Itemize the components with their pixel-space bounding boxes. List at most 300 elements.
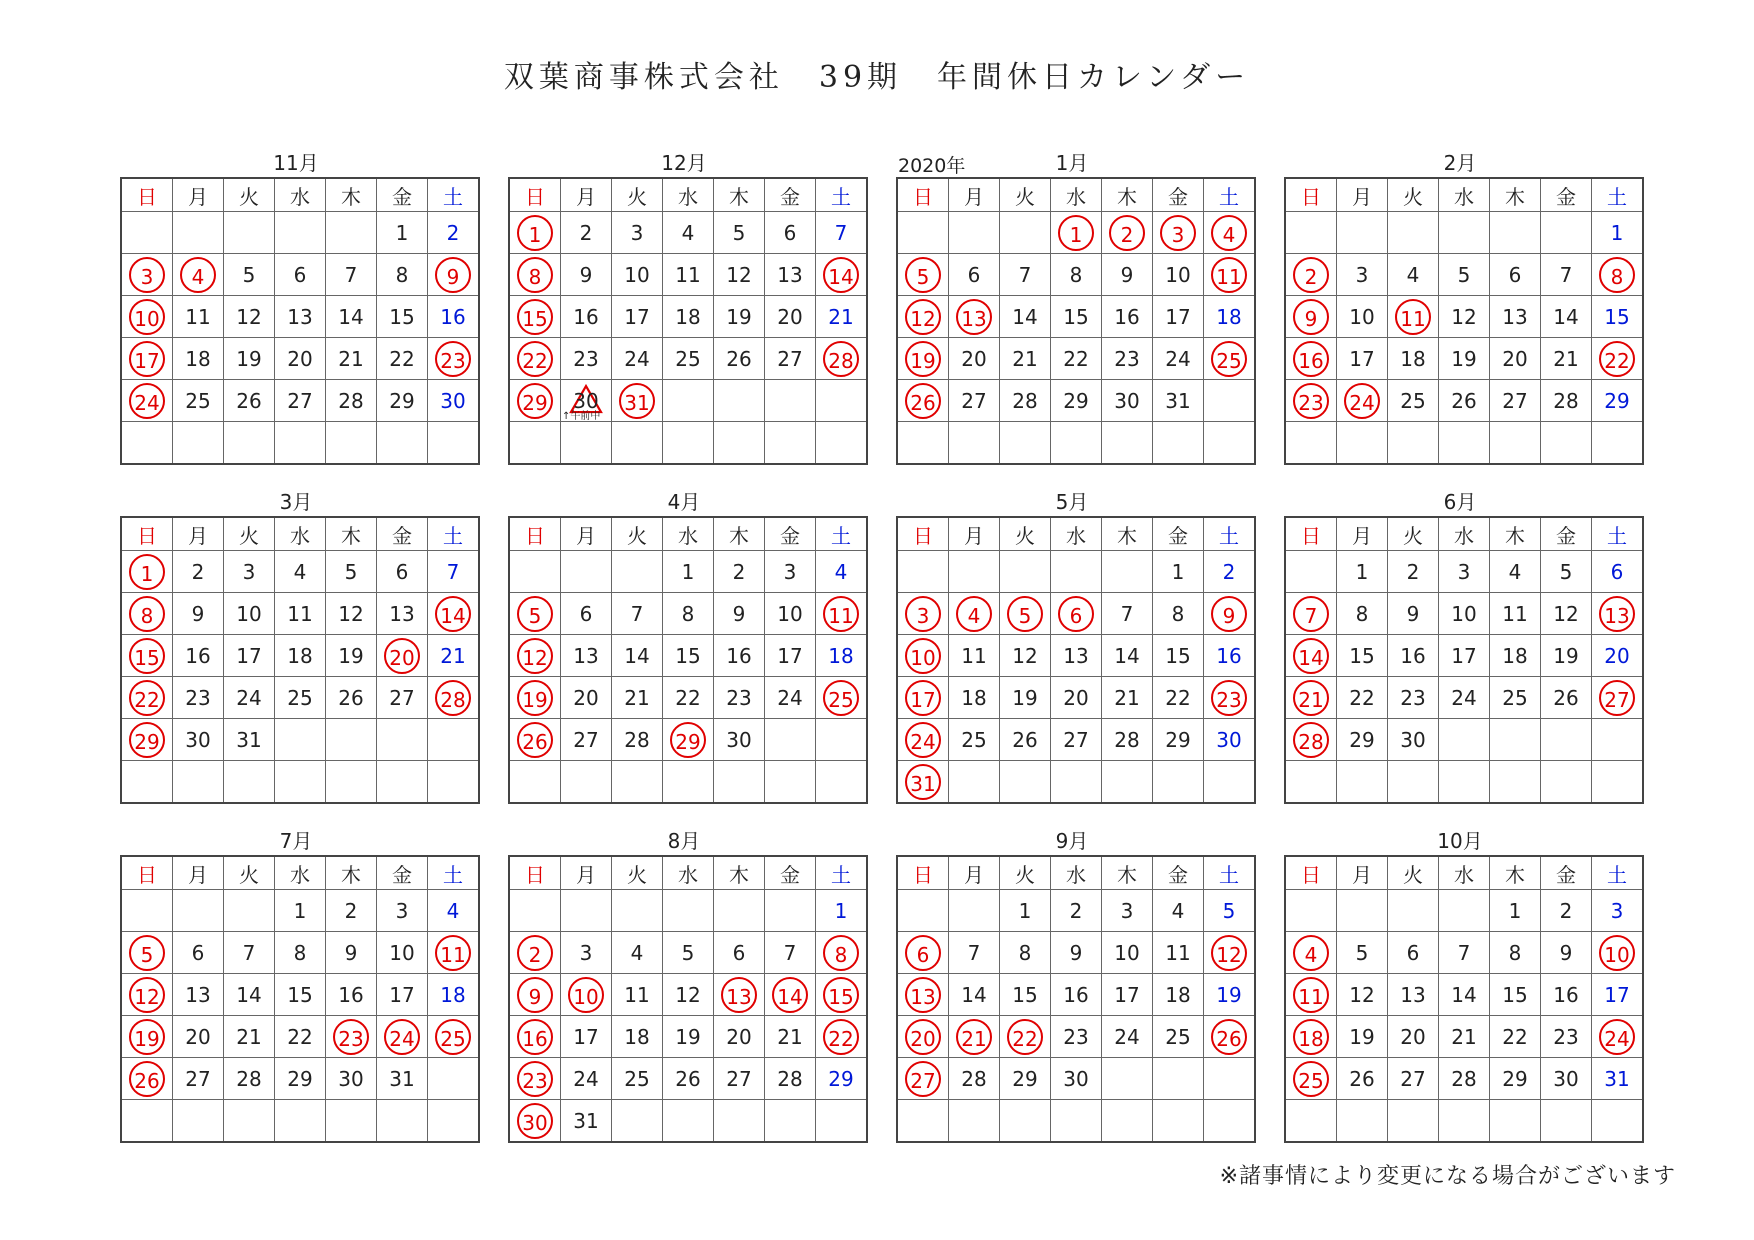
day-cell — [1285, 932, 1337, 974]
day-number: 1 — [1171, 559, 1185, 584]
day-cell — [1592, 677, 1644, 719]
holiday-day-number: 23 — [1211, 680, 1247, 716]
day-number: 19 — [338, 643, 364, 668]
empty-cell — [765, 1100, 816, 1143]
day-cell — [1592, 1058, 1644, 1100]
weekday-header: 火 — [1388, 517, 1439, 551]
day-number: 31 — [1165, 388, 1191, 413]
empty-cell — [897, 890, 949, 932]
day-cell — [897, 761, 949, 804]
day-cell — [1388, 380, 1439, 422]
day-cell — [1285, 254, 1337, 296]
day-cell — [1592, 974, 1644, 1016]
empty-cell — [1051, 551, 1102, 593]
day-cell — [1439, 677, 1490, 719]
empty-cell — [377, 422, 428, 465]
empty-cell — [428, 761, 480, 804]
day-cell — [561, 380, 612, 422]
day-number: 13 — [1400, 982, 1426, 1007]
day-number: 16 — [1553, 982, 1579, 1007]
empty-cell — [816, 761, 868, 804]
holiday-day-number: 29 — [517, 383, 553, 419]
day-cell — [173, 1016, 224, 1058]
day-number: 9 — [579, 262, 593, 287]
day-number: 8 — [1171, 601, 1185, 626]
day-number: 27 — [726, 1066, 752, 1091]
holiday-day-number: 13 — [956, 299, 992, 335]
day-number: 18 — [185, 346, 211, 371]
day-cell — [275, 1016, 326, 1058]
day-cell — [816, 974, 868, 1016]
day-cell — [765, 551, 816, 593]
empty-cell — [326, 719, 377, 761]
day-number: 27 — [389, 685, 415, 710]
day-number: 15 — [1012, 982, 1038, 1007]
day-number: 7 — [630, 601, 644, 626]
day-number: 31 — [1604, 1066, 1630, 1091]
holiday-day-number: 29 — [670, 722, 706, 758]
day-cell — [121, 719, 173, 761]
day-number: 15 — [1502, 982, 1528, 1007]
holiday-day-number: 24 — [129, 383, 165, 419]
day-cell — [897, 593, 949, 635]
day-number: 2 — [732, 559, 746, 584]
day-cell — [1490, 677, 1541, 719]
week-row — [1285, 1016, 1643, 1058]
holiday-day-number: 14 — [823, 257, 859, 293]
holiday-day-number: 28 — [435, 680, 471, 716]
empty-cell — [714, 380, 765, 422]
weekday-header: 日 — [1285, 178, 1337, 212]
day-number: 15 — [389, 304, 415, 329]
day-cell — [765, 1058, 816, 1100]
empty-cell — [224, 212, 275, 254]
empty-cell — [1102, 1100, 1153, 1143]
week-row — [1285, 422, 1643, 465]
holiday-day-number: 1 — [129, 554, 165, 590]
holiday-day-number: 9 — [517, 977, 553, 1013]
week-row — [509, 254, 867, 296]
day-number: 22 — [389, 346, 415, 371]
weekday-header: 水 — [1051, 517, 1102, 551]
day-cell — [428, 890, 480, 932]
day-cell — [1000, 677, 1051, 719]
holiday-day-number: 22 — [129, 680, 165, 716]
holiday-day-number: 13 — [721, 977, 757, 1013]
day-cell — [1439, 593, 1490, 635]
empty-cell — [1285, 761, 1337, 804]
day-cell — [326, 551, 377, 593]
weekday-header: 水 — [663, 178, 714, 212]
month-table — [508, 177, 868, 465]
holiday-day-number: 15 — [517, 299, 553, 335]
empty-cell — [1541, 1100, 1592, 1143]
weekday-header: 土 — [816, 178, 868, 212]
empty-cell — [1000, 761, 1051, 804]
day-cell — [1337, 296, 1388, 338]
weekday-header: 日 — [509, 178, 561, 212]
day-cell — [1439, 338, 1490, 380]
empty-cell — [897, 422, 949, 465]
empty-cell — [765, 761, 816, 804]
day-number: 1 — [1018, 898, 1032, 923]
day-cell — [663, 254, 714, 296]
day-cell — [1490, 932, 1541, 974]
day-number: 7 — [242, 940, 256, 965]
empty-cell — [663, 890, 714, 932]
week-row — [509, 974, 867, 1016]
day-cell — [949, 1016, 1000, 1058]
empty-cell — [1285, 422, 1337, 465]
day-number: 22 — [1165, 685, 1191, 710]
day-number: 25 — [1165, 1024, 1191, 1049]
day-cell — [714, 635, 765, 677]
day-cell — [1051, 719, 1102, 761]
holiday-day-number: 4 — [1293, 935, 1329, 971]
day-number: 26 — [338, 685, 364, 710]
empty-cell — [509, 761, 561, 804]
day-cell — [224, 380, 275, 422]
holiday-day-number: 24 — [384, 1019, 420, 1055]
day-cell — [897, 677, 949, 719]
day-number: 30 — [440, 388, 466, 413]
weekday-header: 土 — [428, 856, 480, 890]
day-cell — [377, 380, 428, 422]
day-number: 20 — [726, 1024, 752, 1049]
week-row — [1285, 551, 1643, 593]
weekday-header: 土 — [428, 178, 480, 212]
day-number: 12 — [1553, 601, 1579, 626]
day-cell — [1439, 1058, 1490, 1100]
week-row — [897, 296, 1255, 338]
day-number: 14 — [961, 982, 987, 1007]
month-label: 3月 — [279, 490, 313, 514]
month-header — [1284, 152, 1636, 177]
weekday-header: 水 — [275, 178, 326, 212]
day-number: 18 — [1165, 982, 1191, 1007]
week-row — [509, 719, 867, 761]
day-cell — [1592, 338, 1644, 380]
month-calendar — [120, 491, 472, 804]
day-cell — [897, 338, 949, 380]
day-number: 21 — [440, 643, 466, 668]
day-number: 11 — [1502, 601, 1528, 626]
empty-cell — [612, 422, 663, 465]
empty-cell — [377, 1100, 428, 1143]
holiday-day-number: 2 — [517, 935, 553, 971]
day-number: 19 — [1012, 685, 1038, 710]
empty-cell — [765, 890, 816, 932]
day-cell — [1388, 974, 1439, 1016]
holiday-day-number: 23 — [1293, 383, 1329, 419]
empty-cell — [612, 890, 663, 932]
empty-cell — [275, 1100, 326, 1143]
holiday-day-number: 11 — [1293, 977, 1329, 1013]
day-cell — [1204, 338, 1256, 380]
day-number: 7 — [344, 262, 358, 287]
day-number: 2 — [446, 220, 460, 245]
day-cell — [714, 677, 765, 719]
day-number: 14 — [1012, 304, 1038, 329]
day-number: 10 — [777, 601, 803, 626]
day-cell — [326, 296, 377, 338]
day-cell — [816, 593, 868, 635]
holiday-day-number: 15 — [823, 977, 859, 1013]
empty-cell — [1592, 719, 1644, 761]
day-number: 10 — [1114, 940, 1140, 965]
day-number: 27 — [1502, 388, 1528, 413]
holiday-day-number: 24 — [1344, 383, 1380, 419]
day-cell — [121, 677, 173, 719]
day-cell — [1000, 719, 1051, 761]
day-number: 25 — [185, 388, 211, 413]
holiday-day-number: 3 — [1160, 215, 1196, 251]
day-number: 6 — [293, 262, 307, 287]
day-number: 16 — [1114, 304, 1140, 329]
empty-cell — [275, 422, 326, 465]
day-number: 18 — [1216, 304, 1242, 329]
weekday-header: 木 — [1102, 856, 1153, 890]
day-cell — [949, 380, 1000, 422]
empty-cell — [1592, 761, 1644, 804]
weekday-header: 火 — [612, 178, 663, 212]
day-cell — [326, 380, 377, 422]
weekday-header: 木 — [714, 178, 765, 212]
empty-cell — [949, 1100, 1000, 1143]
day-cell — [1153, 974, 1204, 1016]
empty-cell — [1153, 1058, 1204, 1100]
day-number: 25 — [961, 727, 987, 752]
week-row — [897, 380, 1255, 422]
day-number: 5 — [242, 262, 256, 287]
week-row — [897, 593, 1255, 635]
empty-cell — [1153, 761, 1204, 804]
month-table — [508, 855, 868, 1143]
day-cell — [377, 296, 428, 338]
week-row — [121, 1016, 479, 1058]
weekday-header: 日 — [1285, 856, 1337, 890]
week-row — [1285, 761, 1643, 804]
day-number: 30 — [573, 388, 599, 413]
day-cell — [1153, 593, 1204, 635]
day-number: 8 — [681, 601, 695, 626]
day-cell — [1439, 296, 1490, 338]
week-row — [1285, 1058, 1643, 1100]
day-cell — [1490, 296, 1541, 338]
day-cell — [765, 1016, 816, 1058]
empty-cell — [1204, 1100, 1256, 1143]
day-number: 11 — [1165, 940, 1191, 965]
day-cell — [173, 593, 224, 635]
day-number: 21 — [624, 685, 650, 710]
month-table — [1284, 516, 1644, 804]
day-cell — [1102, 338, 1153, 380]
empty-cell — [561, 551, 612, 593]
day-cell — [377, 635, 428, 677]
day-number: 16 — [1063, 982, 1089, 1007]
day-number: 26 — [1349, 1066, 1375, 1091]
day-number: 27 — [1063, 727, 1089, 752]
holiday-day-number: 5 — [1007, 596, 1043, 632]
day-cell — [1153, 635, 1204, 677]
day-cell — [1337, 551, 1388, 593]
month-table — [896, 516, 1256, 804]
day-number: 15 — [1349, 643, 1375, 668]
day-cell — [1204, 1016, 1256, 1058]
day-cell — [377, 212, 428, 254]
day-cell — [377, 1016, 428, 1058]
day-number: 5 — [1355, 940, 1369, 965]
week-row — [509, 593, 867, 635]
day-cell — [1337, 719, 1388, 761]
day-cell — [224, 551, 275, 593]
day-cell — [428, 338, 480, 380]
empty-cell — [1285, 890, 1337, 932]
day-number: 13 — [287, 304, 313, 329]
day-cell — [1592, 254, 1644, 296]
day-number: 8 — [1018, 940, 1032, 965]
day-cell — [1439, 380, 1490, 422]
month-table — [1284, 177, 1644, 465]
month-label: 12月 — [661, 151, 707, 175]
day-cell — [816, 212, 868, 254]
day-cell — [612, 1016, 663, 1058]
empty-cell — [1000, 212, 1051, 254]
holiday-day-number: 17 — [905, 680, 941, 716]
day-cell — [816, 338, 868, 380]
week-row — [1285, 974, 1643, 1016]
empty-cell — [561, 890, 612, 932]
day-cell — [1592, 890, 1644, 932]
day-cell — [1439, 932, 1490, 974]
day-cell — [949, 338, 1000, 380]
day-cell — [224, 974, 275, 1016]
day-cell — [897, 380, 949, 422]
empty-cell — [897, 212, 949, 254]
day-number: 3 — [630, 220, 644, 245]
day-cell — [1000, 932, 1051, 974]
holiday-day-number: 28 — [823, 341, 859, 377]
empty-cell — [1388, 761, 1439, 804]
weekday-header: 金 — [765, 517, 816, 551]
holiday-day-number: 22 — [1007, 1019, 1043, 1055]
day-number: 18 — [440, 982, 466, 1007]
day-cell — [1204, 551, 1256, 593]
day-cell — [121, 593, 173, 635]
empty-cell — [663, 1100, 714, 1143]
week-row — [1285, 1100, 1643, 1143]
day-number: 25 — [624, 1066, 650, 1091]
empty-cell — [663, 422, 714, 465]
day-cell — [1102, 932, 1153, 974]
month-table — [120, 177, 480, 465]
day-number: 28 — [1553, 388, 1579, 413]
empty-cell — [1490, 761, 1541, 804]
day-cell — [714, 212, 765, 254]
day-number: 8 — [1069, 262, 1083, 287]
empty-cell — [121, 1100, 173, 1143]
day-number: 6 — [1508, 262, 1522, 287]
day-number: 15 — [1604, 304, 1630, 329]
month-calendar — [120, 152, 472, 465]
day-number: 3 — [1457, 559, 1471, 584]
empty-cell — [428, 422, 480, 465]
month-label: 6月 — [1443, 490, 1477, 514]
empty-cell — [224, 422, 275, 465]
holiday-day-number: 7 — [1293, 596, 1329, 632]
day-cell — [377, 1058, 428, 1100]
day-cell — [173, 719, 224, 761]
day-number: 1 — [834, 898, 848, 923]
day-cell — [1285, 380, 1337, 422]
day-cell — [1285, 1058, 1337, 1100]
day-cell — [121, 974, 173, 1016]
weekday-header-row — [897, 856, 1255, 890]
day-cell — [1204, 254, 1256, 296]
day-cell — [949, 974, 1000, 1016]
weekday-header-row — [1285, 517, 1643, 551]
day-cell — [1388, 932, 1439, 974]
day-cell — [765, 635, 816, 677]
holiday-day-number: 23 — [435, 341, 471, 377]
day-cell — [714, 1016, 765, 1058]
day-cell — [1051, 1058, 1102, 1100]
holiday-day-number: 14 — [1293, 638, 1329, 674]
day-number: 31 — [573, 1108, 599, 1133]
day-cell — [377, 932, 428, 974]
empty-cell — [1439, 719, 1490, 761]
day-number: 14 — [236, 982, 262, 1007]
day-number: 6 — [1406, 940, 1420, 965]
holiday-day-number: 30 — [517, 1103, 553, 1139]
day-number: 17 — [236, 643, 262, 668]
day-number: 31 — [389, 1066, 415, 1091]
empty-cell — [1490, 212, 1541, 254]
day-number: 18 — [287, 643, 313, 668]
week-row — [1285, 677, 1643, 719]
day-cell — [1153, 338, 1204, 380]
weekday-header: 木 — [1490, 178, 1541, 212]
day-cell — [897, 635, 949, 677]
day-number: 20 — [573, 685, 599, 710]
day-cell — [509, 254, 561, 296]
day-number: 15 — [287, 982, 313, 1007]
week-row — [121, 974, 479, 1016]
day-number: 17 — [1604, 982, 1630, 1007]
empty-cell — [377, 719, 428, 761]
empty-cell — [612, 551, 663, 593]
day-number: 2 — [1222, 559, 1236, 584]
day-number: 3 — [1610, 898, 1624, 923]
day-number: 13 — [1063, 643, 1089, 668]
day-number: 3 — [783, 559, 797, 584]
week-row — [897, 1100, 1255, 1143]
day-cell — [1204, 974, 1256, 1016]
holiday-day-number: 28 — [1293, 722, 1329, 758]
day-cell — [1102, 296, 1153, 338]
week-row — [509, 1016, 867, 1058]
empty-cell — [1204, 761, 1256, 804]
weekday-header: 金 — [1153, 178, 1204, 212]
month-label: 9月 — [1055, 829, 1089, 853]
weekday-header: 金 — [1153, 517, 1204, 551]
day-cell — [173, 296, 224, 338]
day-number: 17 — [573, 1024, 599, 1049]
day-cell — [612, 212, 663, 254]
weekday-header: 月 — [1337, 178, 1388, 212]
day-cell — [1592, 296, 1644, 338]
day-cell — [949, 677, 1000, 719]
